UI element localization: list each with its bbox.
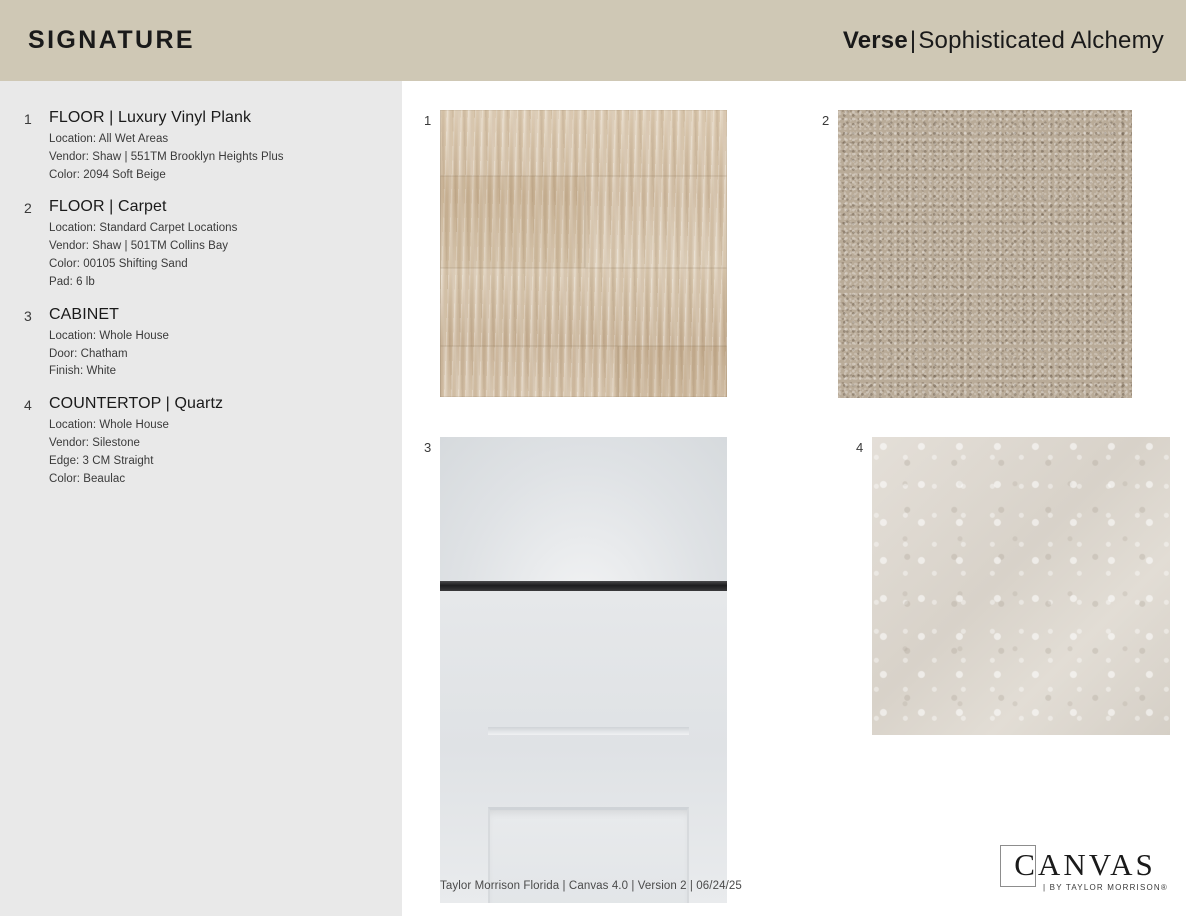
spec-item-1 — [22, 109, 382, 184]
spec-detail-pad: Pad: 6 lb — [49, 275, 95, 288]
collection-name: Verse — [842, 26, 908, 54]
spec-detail-location: Location: All Wet Areas — [49, 133, 169, 145]
collection-title — [843, 27, 1164, 55]
spec-detail-color: Color: 2094 Soft Beige — [49, 168, 166, 181]
spec-detail-vendor: Vendor: Shaw | 501TM Collins Bay — [49, 240, 229, 253]
canvas-logo — [1000, 845, 1170, 892]
spec-detail-vendor: Vendor: Silestone — [49, 436, 140, 449]
spec-detail-color: Color: Beaulac — [49, 472, 126, 485]
watermark-text: StellarMLS — [1077, 85, 1180, 107]
quartz-countertop-swatch — [872, 437, 1170, 735]
cabinet-panel-rail — [488, 727, 689, 735]
spec-title: COUNTERTOP | Quartz — [49, 395, 224, 413]
spec-detail-color: Color: 00105 Shifting Sand — [49, 258, 188, 271]
spec-item-3 — [22, 306, 382, 381]
swatch-gallery — [402, 81, 1186, 916]
specification-panel — [0, 81, 402, 916]
swatch-label-3: 3 — [424, 440, 432, 455]
spec-detail-location: Location: Standard Carpet Locations — [49, 222, 238, 235]
spec-number: 2 — [24, 200, 32, 217]
spec-title: FLOOR | Carpet — [49, 198, 167, 216]
spec-detail-finish: Finish: White — [49, 365, 117, 378]
spec-detail-door: Door: Chatham — [49, 347, 128, 360]
page-header — [0, 0, 1186, 81]
spec-item-4 — [22, 395, 382, 488]
swatch-label-4: 4 — [856, 440, 864, 455]
spec-item-2 — [22, 198, 382, 291]
canvas-logo-word: CANVAS — [1014, 847, 1156, 882]
swatch-label-1: 1 — [424, 113, 432, 128]
spec-number: 3 — [24, 307, 32, 324]
brand-title: SIGNATURE — [28, 26, 195, 54]
cabinet-lower-door — [440, 591, 727, 903]
swatch-label-2: 2 — [822, 113, 830, 128]
spec-title: CABINET — [49, 305, 120, 323]
spec-title: FLOOR | Luxury Vinyl Plank — [49, 109, 252, 126]
spec-number: 4 — [24, 397, 32, 414]
canvas-logo-subtext: | BY TAYLOR MORRISON® — [1042, 883, 1168, 892]
canvas-logo-box — [1000, 845, 1036, 887]
collection-separator: | — [909, 26, 917, 54]
spec-detail-edge: Edge: 3 CM Straight — [49, 454, 154, 467]
luxury-vinyl-plank-swatch — [440, 110, 727, 397]
spec-detail-location: Location: Whole House — [49, 329, 169, 342]
cabinet-upper-drawer — [440, 437, 727, 581]
spec-detail-location: Location: Whole House — [49, 419, 169, 432]
spec-detail-vendor: Vendor: Shaw | 551TM Brooklyn Heights Plus — [49, 150, 284, 163]
footer-caption: Taylor Morrison Florida | Canvas 4.0 | Version 2 | 06/24/25 — [440, 880, 742, 892]
carpet-swatch — [838, 110, 1132, 398]
cabinet-door-swatch — [440, 437, 727, 903]
cabinet-reveal-gap — [440, 581, 727, 591]
collection-tagline: Sophisticated Alchemy — [918, 26, 1164, 54]
spec-number: 1 — [24, 111, 32, 127]
